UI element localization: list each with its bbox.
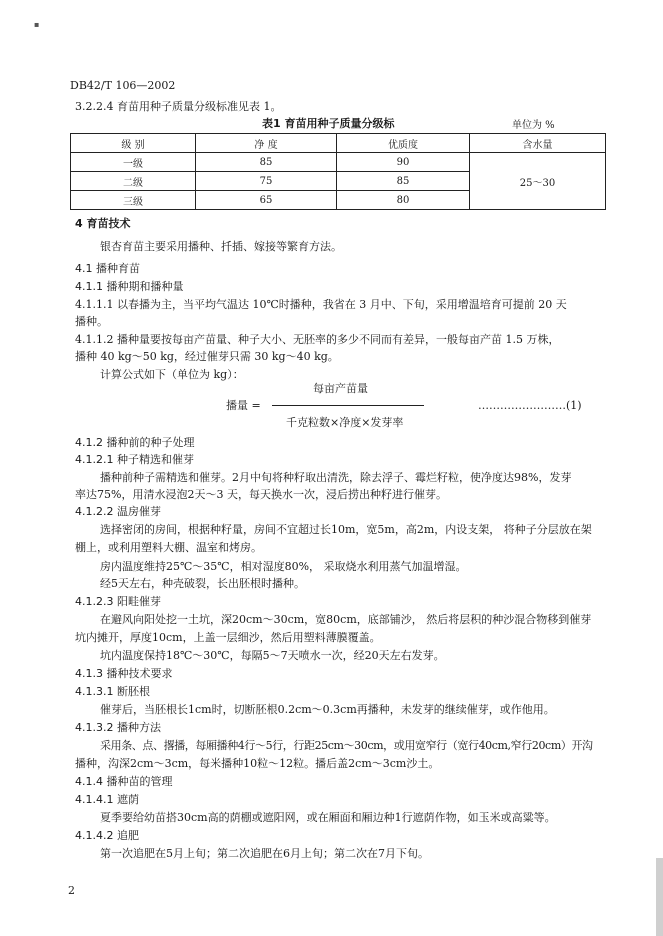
section-heading: 4.1.2.3 阳畦催芽 bbox=[75, 595, 161, 608]
doc-code: DB42/T 106—2002 bbox=[70, 79, 176, 92]
paragraph-line: 4.1.1.2 播种量要按每亩产苗量、种子大小、无胚率的多少不同而有差异，一般每亩产苗 1.5 万株， bbox=[75, 333, 560, 346]
col-moisture: 含水量 bbox=[470, 134, 606, 153]
paragraph-line: 第一次追肥在5月上旬；第二次追肥在6月上旬；第二次在7月下旬。 bbox=[100, 847, 429, 860]
paragraph-line: 计算公式如下（单位为 kg）： bbox=[100, 368, 244, 381]
table-unit: 单位为 % bbox=[512, 120, 555, 131]
col-quality: 优质度 bbox=[337, 134, 470, 153]
paragraph-line: 在避风向阳处挖一土坑，深20cm～30cm，宽80cm，底部铺沙， 然后将层积的种沙混合物移到催芽 bbox=[100, 613, 592, 626]
formula-number: ……………………(1) bbox=[478, 399, 582, 412]
quality-cell: 80 bbox=[337, 191, 470, 210]
page-number: 2 bbox=[68, 884, 75, 897]
quality-table bbox=[70, 133, 606, 210]
purity-cell: 85 bbox=[196, 153, 337, 172]
section-heading: 4.1.3 播种技术要求 bbox=[75, 667, 173, 680]
paragraph-line: 夏季要给幼苗搭30cm高的荫棚或遮阳网，或在厢面和厢边种1行遮荫作物，如玉米或高粱等。 bbox=[100, 811, 556, 824]
paragraph-line: 采用条、点、撂播，每厢播种4行～5行，行距25cm～30cm，或用宽窄行（宽行40cm,窄行20cm）开沟 bbox=[100, 739, 593, 752]
purity-cell: 75 bbox=[196, 172, 337, 191]
paragraph-line: 4.1.1.1 以春播为主，当平均气温达 10℃时播种，我省在 3 月中、下旬，采用增温培育可提前 20 天 bbox=[75, 298, 567, 311]
paragraph-line: 播种。 bbox=[75, 315, 108, 328]
section-heading: 4.1.3.2 播种方法 bbox=[75, 721, 161, 734]
purity-cell: 65 bbox=[196, 191, 337, 210]
paragraph-line: 经5天左右，种壳破裂，长出胚根时播种。 bbox=[100, 577, 305, 590]
col-grade: 级 别 bbox=[71, 134, 196, 153]
quality-cell: 85 bbox=[337, 172, 470, 191]
fraction-bar bbox=[272, 405, 424, 406]
moisture-cell: 25～30 bbox=[470, 153, 606, 210]
table-intro: 3.2.2.4 育苗用种子质量分级标准见表 1。 bbox=[75, 100, 282, 113]
grade-cell: 二级 bbox=[71, 172, 196, 191]
paragraph-line: 播种，沟深2cm～3cm，每米播种10粒～12粒。播后盖2cm～3cm沙土。 bbox=[75, 757, 440, 770]
formula-denominator: 千克粒数×净度×发芽率 bbox=[286, 416, 404, 429]
section-heading: 4.1 播种育苗 bbox=[75, 262, 140, 275]
col-purity: 净 度 bbox=[196, 134, 337, 153]
paragraph-line: 催芽后，当胚根长1cm时，切断胚根0.2cm～0.3cm再播种，未发芽的继续催芽，或作他用。 bbox=[100, 703, 555, 716]
paragraph-line: 坑内温度保持18℃～30℃，每隔5～7天喷水一次，经20天左右发芽。 bbox=[100, 649, 445, 662]
paragraph-line: 坑内摊开，厚度10cm，上盖一层细沙，然后用塑料薄膜覆盖。 bbox=[75, 631, 381, 644]
paragraph-line: 棚上，或利用塑料大棚、温室和烤房。 bbox=[75, 541, 262, 554]
formula-numerator: 每亩产苗量 bbox=[313, 382, 368, 395]
paragraph-line: 率达75%，用清水浸泡2天～3 天，每天换水一次，浸后捞出种籽进行催芽。 bbox=[75, 488, 447, 501]
section-heading: 4.1.2.1 种子精选和催芽 bbox=[75, 453, 194, 466]
section-heading: 4.1.4.2 追肥 bbox=[75, 829, 139, 842]
table-header-row bbox=[71, 134, 606, 153]
paragraph-line: 播种前种子需精选和催芽。2月中旬将种籽取出清洗，除去浮子、霉烂籽粒，使净度达98%，发芽 bbox=[100, 471, 572, 484]
section-heading: 4.1.4 播种苗的管理 bbox=[75, 775, 173, 788]
grade-cell: 一级 bbox=[71, 153, 196, 172]
paragraph-line: 播种 40 kg～50 kg，经过催芽只需 30 kg～40 kg。 bbox=[75, 350, 339, 363]
grade-cell: 三级 bbox=[71, 191, 196, 210]
quality-cell: 90 bbox=[337, 153, 470, 172]
paragraph-line: 房内温度维持25℃～35℃，相对湿度80%， 采取烧水利用蒸气加温增湿。 bbox=[100, 560, 467, 573]
paragraph-line: 银杏育苗主要采用播种、扦插、嫁接等繁育方法。 bbox=[100, 240, 342, 253]
corner-mark: ▪ bbox=[34, 20, 40, 29]
table-row bbox=[71, 153, 606, 172]
section-heading: 4.1.2.2 温房催芽 bbox=[75, 505, 161, 518]
section-heading: 4.1.4.1 遮荫 bbox=[75, 793, 139, 806]
page-edge-shadow bbox=[656, 858, 663, 936]
section-heading: 4.1.2 播种前的种子处理 bbox=[75, 436, 195, 449]
table-title: 表1 育苗用种子质量分级标 bbox=[262, 117, 395, 130]
paragraph-line: 选择密闭的房间，根据种籽量，房间不宜超过长10m，宽5m，高2m，内设支架， 将种子分层放在架 bbox=[100, 523, 592, 536]
section-heading: 4.1.1 播种期和播种量 bbox=[75, 280, 184, 293]
section-heading: 4 育苗技术 bbox=[75, 217, 131, 230]
section-heading: 4.1.3.1 断胚根 bbox=[75, 685, 150, 698]
formula-label: 播量 = bbox=[226, 399, 261, 412]
